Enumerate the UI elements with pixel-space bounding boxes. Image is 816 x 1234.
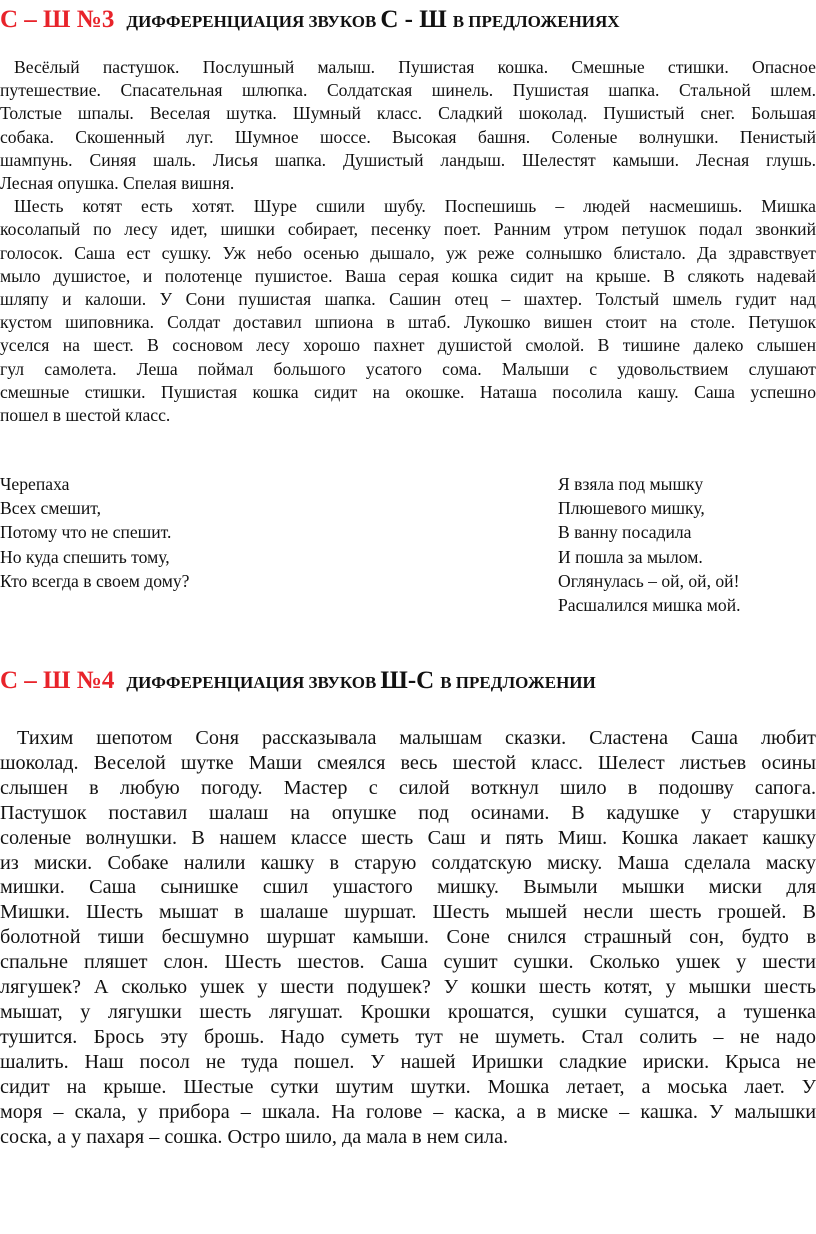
poem-line: Оглянулась – ой, ой, ой!	[558, 570, 740, 591]
poem-line: Кто всегда в своем дому?	[0, 570, 190, 591]
section-2-title-post: В ПРЕДЛОЖЕНИИ	[440, 673, 596, 692]
text-line: Тихим шепотом Соня рассказывала малышам сказки. Сластена Саша любит	[17, 727, 816, 749]
text-line: Шесть котят есть хотят. Шуре сшили шубу. Поспешишь – людей насмешишь. Мишка	[14, 196, 816, 217]
poem-line: Всех смешит,	[0, 498, 102, 519]
text-line: голосок. Саша ест сушку. Уж небо осенью дышало, уж реже солнышко блистало. Да здравствует	[0, 242, 816, 263]
poem-line: Потому что не спешит.	[0, 522, 172, 543]
section-2-title-pre: ДИФФЕРЕНЦИАЦИЯ ЗВУКОВ	[126, 673, 377, 692]
section-1-paragraph-1	[0, 56, 816, 195]
section-1-title-sounds: С - Ш	[380, 6, 447, 33]
text-line: сидит на крыше. Шестые сутки шутим шутки. Мошка летает, а моська лает. У	[0, 1075, 816, 1098]
text-line: мыло душистое, и полотенце пушистое. Ваша серая кошка сидит на крыше. В слякоть надевай	[0, 265, 816, 286]
section-1-paragraph-2	[0, 195, 816, 427]
text-line: слышен в любую погоду. Мастер с силой воткнул шило в подошву сапога.	[0, 776, 816, 799]
text-line: косолапый по лесу идет, шишки собирает, песенку поет. Ранним утром петушок подал звонкий	[0, 219, 816, 240]
text-line: шоколад. Веселой шутке Маши смеялся весь шестой класс. Шелест листьев осины	[0, 751, 816, 774]
section-1-heading	[0, 6, 620, 34]
section-2-title-sounds: Ш-С	[380, 667, 435, 694]
text-line: Толстые шпалы. Веселая шутка. Шумный класс. Сладкий шоколад. Пушистый снег. Большая	[0, 103, 816, 124]
section-1-title-pre: ДИФФЕРЕНЦИАЦИЯ ЗВУКОВ	[126, 12, 377, 31]
section-1-text	[0, 56, 816, 427]
text-line: из миски. Собаке налили кашку в старую солдатскую миску. Маша сделала маску	[0, 851, 816, 874]
poem-turtle	[0, 472, 189, 593]
section-1-number: С – Ш №3	[0, 6, 115, 33]
poem-line: Но куда спешить тому,	[0, 546, 170, 567]
poem-line: Я взяла под мышку	[558, 474, 704, 494]
poem-line: Плюшевого мишку,	[558, 498, 705, 519]
text-line: Лесная опушка. Спелая вишня.	[0, 173, 235, 194]
text-line: кустом шиповника. Солдат доставил шпиона в штаб. Лукошко вишен стоит на столе. Петушок	[0, 312, 816, 333]
text-line: соска, а у пахаря – сошка. Остро шило, да мала в нем сила.	[0, 1125, 509, 1148]
text-line: тушится. Брось эту брошь. Надо суметь тут не шуметь. Стал солить – не надо	[0, 1025, 816, 1048]
text-line: лягушек? А сколько ушек у шести подушек? У кошки шесть котят, у мышки шесть	[0, 976, 816, 999]
text-line: собака. Скошенный луг. Шумное шоссе. Высокая башня. Соленые волнушки. Пенистый	[0, 126, 816, 147]
section-2-text	[0, 726, 816, 1149]
poem-teddy-bear	[558, 472, 741, 617]
text-line: Весёлый пастушок. Послушный малыш. Пушистая кошка. Смешные стишки. Опасное	[14, 57, 816, 77]
text-line: моря – скала, у прибора – шкала. На голове – каска, а в миске – кашка. У малышки	[0, 1100, 816, 1123]
text-line: шляпу и калоши. У Сони пушистая шапка. Сашин отец – шахтер. Толстый шмель гудит над	[0, 289, 816, 310]
poem-line: Расшалился мишка мой.	[558, 595, 741, 616]
poem-line: В ванну посадила	[558, 522, 692, 543]
text-line: шалить. Наш посол не туда пошел. У нашей Иришки сладкие ириски. Крыса не	[0, 1050, 816, 1073]
text-line: гул самолета. Леша поймал большого усатого сома. Малыши с удовольствием слушают	[0, 358, 816, 379]
text-line: Пастушок поставил шалаш на опушке под осинами. В кадушке у старушки	[0, 801, 816, 824]
text-line: уселся на шест. В сосновом лесу хорошо пахнет душистой смолой. В тишине далеко слышен	[0, 335, 816, 356]
text-line: соленые волнушки. В нашем классе шесть Саш и пять Миш. Кошка лакает кашку	[0, 826, 816, 849]
text-line: болотной тиши бесшумно шуршат камыши. Соне снился страшный сон, будто в	[0, 926, 816, 949]
text-line: смешные стишки. Пушистая кошка сидит на окошке. Наташа посолила кашу. Саша успешно	[0, 381, 816, 402]
text-line: спальне пляшет слон. Шесть шестов. Саша сушит сушки. Сколько ушек у шести	[0, 951, 816, 974]
text-line: путешествие. Спасательная шлюпка. Солдатская шинель. Пушистая шапка. Стальной шлем.	[0, 80, 816, 101]
section-2-heading	[0, 667, 596, 695]
poem-line: Черепаха	[0, 474, 70, 494]
text-line: шампунь. Синяя шаль. Лисья шапка. Душистый ландыш. Шелестят камыши. Лесная глушь.	[0, 149, 816, 170]
section-1-title-post: В ПРЕДЛОЖЕНИЯХ	[452, 12, 620, 31]
text-line: пошел в шестой класс.	[0, 405, 171, 426]
text-line: мышат, у лягушки шесть лягушат. Крошки крошатся, сушки сушатся, а тушенка	[0, 1000, 816, 1023]
text-line: Мишки. Шесть мышат в шалаше шуршат. Шесть мышей несли шесть грошей. В	[0, 901, 816, 924]
text-line: мишки. Саша сынишке сшил ушастого мишку. Вымыли мышки миски для	[0, 876, 816, 899]
section-2-paragraph	[0, 726, 816, 1149]
poem-line: И пошла за мылом.	[558, 546, 703, 567]
section-2-number: С – Ш №4	[0, 667, 115, 694]
